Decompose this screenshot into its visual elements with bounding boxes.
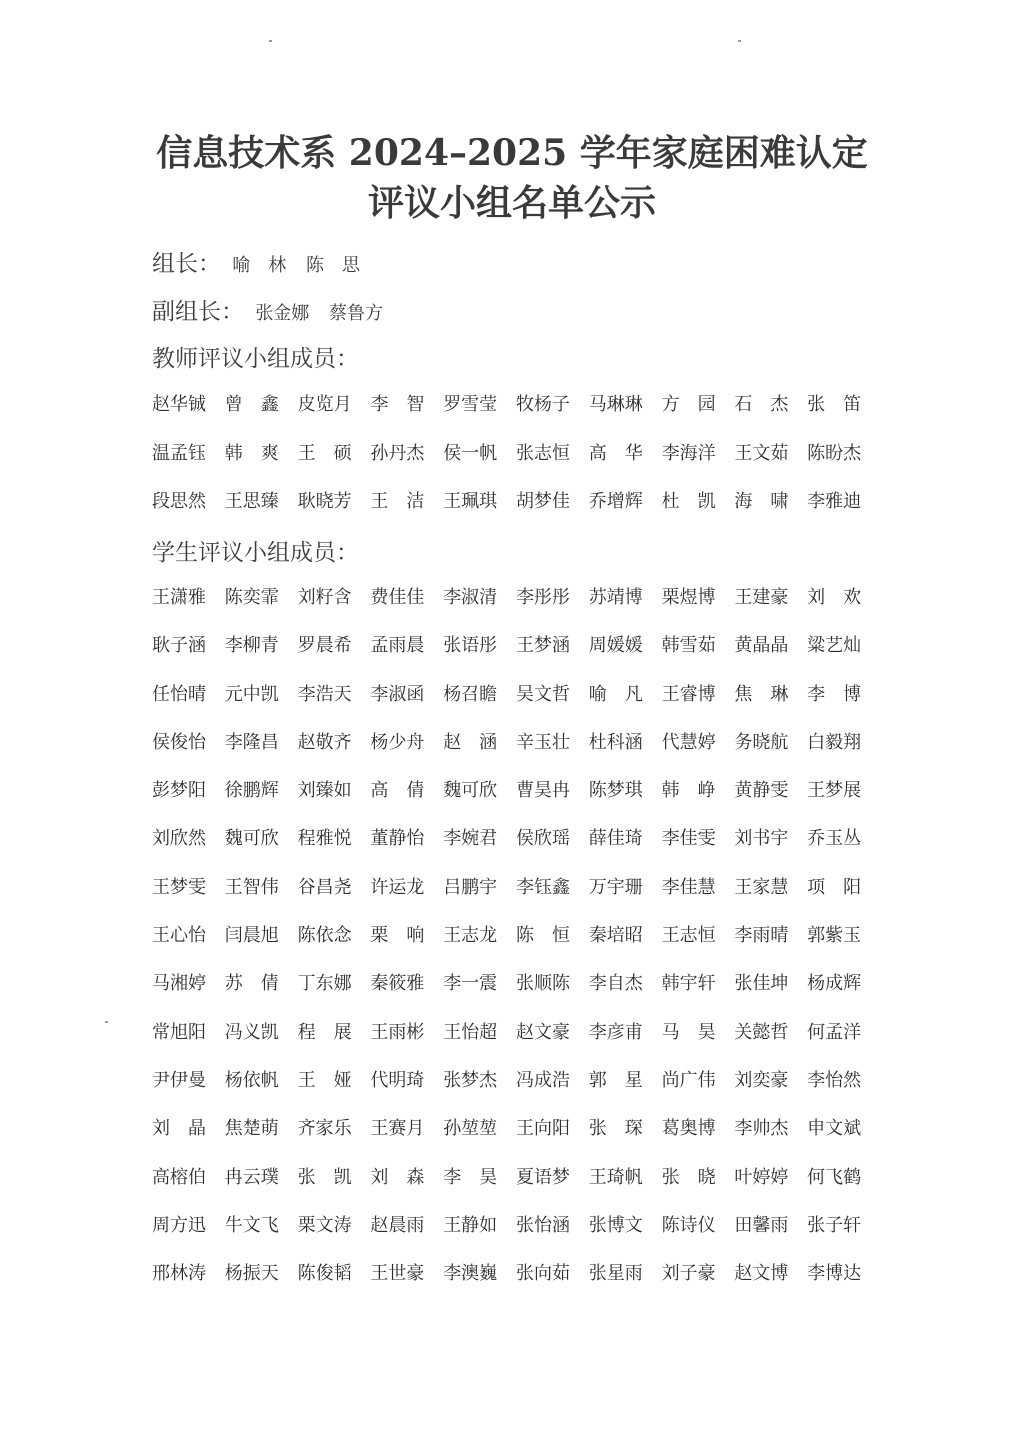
student-member-name: 闫晨旭 [224, 925, 279, 947]
student-member-name: 务晓航 [734, 731, 789, 753]
teacher-member-name: 方 园 [661, 394, 716, 415]
student-member-name: 喻 凡 [588, 683, 643, 705]
student-member-name: 陈 恒 [515, 925, 570, 947]
student-member-name: 夏语梦 [515, 1166, 570, 1188]
student-member-name: 张星雨 [588, 1263, 643, 1285]
student-member-name: 李 博 [807, 683, 862, 705]
student-member-name: 程雅悦 [297, 828, 352, 850]
student-member-name: 王静如 [443, 1214, 498, 1236]
teacher-member-name: 王珮琪 [443, 491, 498, 512]
teacher-member-name: 耿晓芳 [297, 491, 352, 512]
student-member-name: 王建豪 [734, 587, 789, 608]
student-member-name: 赵 涵 [443, 731, 498, 753]
student-member-name: 许运龙 [370, 876, 425, 898]
student-member-name: 栗文涛 [297, 1214, 352, 1236]
student-member-name: 侯俊怡 [152, 731, 206, 753]
student-member-name: 任怡晴 [152, 683, 206, 705]
student-member-name: 韩 峥 [661, 780, 716, 802]
student-member-name: 冉云璞 [224, 1166, 279, 1188]
student-member-name: 何孟洋 [807, 1021, 862, 1043]
student-member-name: 李淑清 [443, 587, 498, 608]
student-member-name: 项 阳 [807, 876, 862, 898]
student-member-name: 吴文哲 [515, 683, 570, 705]
teacher-member-name: 王 洁 [370, 491, 425, 512]
teacher-member-name: 李 智 [370, 394, 425, 415]
student-member-name: 李澳巍 [443, 1263, 498, 1285]
student-member-name: 马湘婷 [152, 973, 206, 995]
student-member-name: 刘臻如 [297, 780, 352, 802]
student-member-name: 郭 星 [588, 1069, 643, 1091]
student-member-name: 杨振天 [224, 1263, 279, 1285]
student-member-name: 王向阳 [515, 1118, 570, 1140]
student-member-name: 费佳佳 [370, 587, 425, 608]
student-member-name: 耿子涵 [152, 635, 206, 657]
student-member-name: 李隆昌 [224, 731, 279, 753]
student-member-name: 万宇珊 [588, 876, 643, 898]
student-member-name: 李 昊 [443, 1166, 498, 1188]
teacher-member-name: 王思臻 [224, 491, 279, 512]
student-member-name: 李淑函 [370, 683, 425, 705]
title-line-1: 信息技术系 2024–2025 学年家庭困难认定 [156, 132, 868, 174]
student-member-name: 董静怡 [370, 828, 425, 850]
student-member-name: 张语彤 [443, 635, 498, 657]
student-member-name: 韩雪茹 [661, 635, 716, 657]
student-member-name: 李浩天 [297, 683, 352, 705]
student-member-name: 韩宇轩 [661, 973, 716, 995]
leader-name: 陈 思 [306, 255, 361, 276]
teacher-member-name: 段思然 [152, 491, 206, 512]
student-member-name: 李彤彤 [515, 587, 570, 608]
student-member-name: 粱艺灿 [807, 635, 862, 657]
student-member-name: 张 琛 [588, 1118, 643, 1140]
student-member-name: 王琦帆 [588, 1166, 643, 1188]
student-member-name: 张梦杰 [443, 1069, 498, 1091]
student-member-name: 刘欣然 [152, 828, 206, 850]
student-member-name: 申文斌 [807, 1118, 862, 1140]
student-member-name: 叶婷婷 [734, 1166, 789, 1188]
deputy-leader-row [152, 293, 397, 326]
student-member-name: 冯成浩 [515, 1069, 570, 1091]
student-member-name: 李一震 [443, 973, 498, 995]
student-member-name: 栗 响 [370, 925, 425, 947]
student-member-name: 薛佳琦 [588, 828, 643, 850]
student-member-name: 刘 晶 [152, 1118, 206, 1140]
student-member-name: 陈俊韬 [297, 1263, 352, 1285]
student-member-name: 张博文 [588, 1214, 643, 1236]
leader-names [232, 255, 374, 276]
student-member-name: 栗煜博 [661, 587, 716, 608]
student-member-name: 杨成辉 [807, 973, 862, 995]
student-member-name: 王梦雯 [152, 876, 206, 898]
student-member-name: 尚广伟 [661, 1069, 716, 1091]
student-member-name: 程 展 [297, 1021, 352, 1043]
teacher-member-name: 罗雪莹 [443, 394, 498, 415]
student-member-name: 赵文豪 [515, 1021, 570, 1043]
student-member-name: 李雨晴 [734, 925, 789, 947]
deputy-leader-name: 蔡鲁方 [329, 303, 384, 324]
teacher-member-name: 陈盼杰 [807, 442, 862, 464]
scan-mark [738, 40, 741, 42]
student-member-name: 李自杰 [588, 973, 643, 995]
student-member-name: 王世豪 [370, 1263, 425, 1285]
student-member-name: 马 昊 [661, 1021, 716, 1043]
teacher-member-name: 海 啸 [734, 491, 789, 512]
student-member-name: 李钰鑫 [515, 876, 570, 898]
student-member-name: 关懿哲 [734, 1021, 789, 1043]
teacher-member-grid [152, 381, 880, 527]
student-member-name: 刘籽含 [297, 587, 352, 608]
student-member-name: 李彦甫 [588, 1021, 643, 1043]
student-member-name: 罗晨希 [297, 635, 352, 657]
student-member-name: 魏可欣 [443, 780, 498, 802]
student-member-name: 秦培昭 [588, 925, 643, 947]
student-member-name: 白毅翔 [807, 731, 862, 753]
student-member-name: 王雨彬 [370, 1021, 425, 1043]
teacher-member-name: 温孟钰 [152, 442, 206, 464]
student-member-name: 苏靖博 [588, 587, 643, 608]
student-member-name: 张 凯 [297, 1166, 352, 1188]
teacher-member-name: 马琳琳 [588, 394, 643, 415]
student-member-name: 刘奕豪 [734, 1069, 789, 1091]
teacher-member-name: 李海洋 [661, 442, 716, 464]
student-member-name: 代慧婷 [661, 731, 716, 753]
student-member-name: 王智伟 [224, 876, 279, 898]
student-member-name: 王 娅 [297, 1069, 352, 1091]
teacher-member-name: 胡梦佳 [515, 491, 570, 512]
student-member-name: 张向茹 [515, 1263, 570, 1285]
student-member-name: 田馨雨 [734, 1214, 789, 1236]
student-member-name: 王潇雅 [152, 587, 206, 608]
student-member-name: 陈梦琪 [588, 780, 643, 802]
student-member-name: 赵文博 [734, 1263, 789, 1285]
student-member-name: 刘子豪 [661, 1263, 716, 1285]
student-member-name: 李佳雯 [661, 828, 716, 850]
student-member-name: 李柳青 [224, 635, 279, 657]
teacher-member-name: 韩 爽 [224, 442, 279, 464]
teacher-member-name: 孙丹杰 [370, 442, 425, 464]
teacher-member-name: 侯一帆 [443, 442, 498, 464]
student-member-name: 杜科涵 [588, 731, 643, 753]
student-member-name: 王怡超 [443, 1021, 498, 1043]
student-member-name: 何飞鹤 [807, 1166, 862, 1188]
student-member-name: 辛玉壮 [515, 731, 570, 753]
student-member-name: 杨依帆 [224, 1069, 279, 1091]
student-member-name: 周媛媛 [588, 635, 643, 657]
student-member-name: 王志恒 [661, 925, 716, 947]
student-member-name: 周方迅 [152, 1214, 206, 1236]
student-member-name: 焦 琳 [734, 683, 789, 705]
student-member-name: 彭梦阳 [152, 780, 206, 802]
student-member-name: 孟雨晨 [370, 635, 425, 657]
student-member-name: 王梦涵 [515, 635, 570, 657]
teacher-member-name: 张 笛 [807, 394, 862, 415]
student-member-name: 高 倩 [370, 780, 425, 802]
student-member-name: 葛奥博 [661, 1118, 716, 1140]
student-member-name: 李怡然 [807, 1069, 862, 1091]
leader-row [152, 245, 374, 278]
teacher-member-name: 高 华 [588, 442, 643, 464]
student-member-name: 张 晓 [661, 1166, 716, 1188]
deputy-leader-name: 张金娜 [255, 303, 310, 324]
student-member-name: 牛文飞 [224, 1214, 279, 1236]
student-member-name: 刘书宇 [734, 828, 789, 850]
title-line-2: 评议小组名单公示 [367, 182, 656, 224]
teacher-member-name: 石 杰 [734, 394, 789, 415]
leader-name: 喻 林 [232, 255, 287, 276]
student-member-name: 杨少舟 [370, 731, 425, 753]
student-member-name: 丁东娜 [297, 973, 352, 995]
student-member-name: 谷昌尧 [297, 876, 352, 898]
student-member-name: 赵敬齐 [297, 731, 352, 753]
student-member-name: 吕鹏宇 [443, 876, 498, 898]
student-member-name: 魏可欣 [224, 828, 279, 850]
student-member-name: 郭紫玉 [807, 925, 862, 947]
student-member-name: 曹昊冉 [515, 780, 570, 802]
student-member-name: 徐鹏辉 [224, 780, 279, 802]
teacher-member-name: 杜 凯 [661, 491, 716, 512]
scan-mark [105, 1021, 108, 1023]
teacher-member-name: 皮览月 [297, 394, 352, 415]
student-member-name: 陈依念 [297, 925, 352, 947]
student-member-name: 王志龙 [443, 925, 498, 947]
student-member-name: 王心怡 [152, 925, 206, 947]
student-member-name: 邢林涛 [152, 1263, 206, 1285]
student-member-name: 元中凯 [224, 683, 279, 705]
teacher-member-name: 王文茹 [734, 442, 789, 464]
student-member-name: 王家慧 [734, 876, 789, 898]
student-member-name: 王梦展 [807, 780, 862, 802]
student-member-name: 黄静雯 [734, 780, 789, 802]
student-member-name: 侯欣瑶 [515, 828, 570, 850]
document-title [0, 128, 1024, 228]
teacher-member-name: 牧杨子 [515, 394, 570, 415]
teacher-member-name: 曾 鑫 [224, 394, 279, 415]
student-member-name: 张怡涵 [515, 1214, 570, 1236]
student-member-name: 张顺陈 [515, 973, 570, 995]
student-member-name: 冯义凯 [224, 1021, 279, 1043]
student-member-name: 李帅杰 [734, 1118, 789, 1140]
scan-mark [269, 40, 272, 42]
student-member-name: 孙堃堃 [443, 1118, 498, 1140]
student-member-name: 高榕伯 [152, 1166, 206, 1188]
teacher-group-heading: 教师评议小组成员： [152, 346, 359, 372]
student-member-name: 代明琦 [370, 1069, 425, 1091]
deputy-leader-label: 副组长： [152, 299, 244, 325]
student-member-name: 焦楚萌 [224, 1118, 279, 1140]
student-member-name: 陈诗仪 [661, 1214, 716, 1236]
student-member-name: 张佳坤 [734, 973, 789, 995]
student-member-name: 王睿博 [661, 683, 716, 705]
student-member-name: 黄晶晶 [734, 635, 789, 657]
teacher-member-name: 张志恒 [515, 442, 570, 464]
student-member-name: 张子轩 [807, 1214, 862, 1236]
student-member-name: 常旭阳 [152, 1021, 206, 1043]
student-member-name: 李婉君 [443, 828, 498, 850]
teacher-member-name: 赵华铖 [152, 394, 206, 415]
student-member-name: 尹伊曼 [152, 1069, 206, 1091]
student-group-heading: 学生评议小组成员： [152, 540, 359, 566]
student-member-name: 秦筱雅 [370, 973, 425, 995]
student-member-grid [152, 574, 880, 1298]
student-member-name: 李博达 [807, 1263, 862, 1285]
leader-label: 组长： [152, 251, 221, 277]
student-member-name: 杨召瞻 [443, 683, 498, 705]
student-member-name: 刘 森 [370, 1166, 425, 1188]
student-member-name: 王赛月 [370, 1118, 425, 1140]
student-member-name: 刘 欢 [807, 587, 862, 608]
deputy-leader-names [255, 303, 397, 324]
student-member-name: 苏 倩 [224, 973, 279, 995]
teacher-member-name: 乔增辉 [588, 491, 643, 512]
student-member-name: 赵晨雨 [370, 1214, 425, 1236]
student-member-name: 齐家乐 [297, 1118, 352, 1140]
student-member-name: 陈奕霏 [224, 587, 279, 608]
teacher-member-name: 王 硕 [297, 442, 352, 464]
student-member-name: 乔玉丛 [807, 828, 862, 850]
teacher-member-name: 李雅迪 [807, 491, 862, 512]
student-member-name: 李佳慧 [661, 876, 716, 898]
